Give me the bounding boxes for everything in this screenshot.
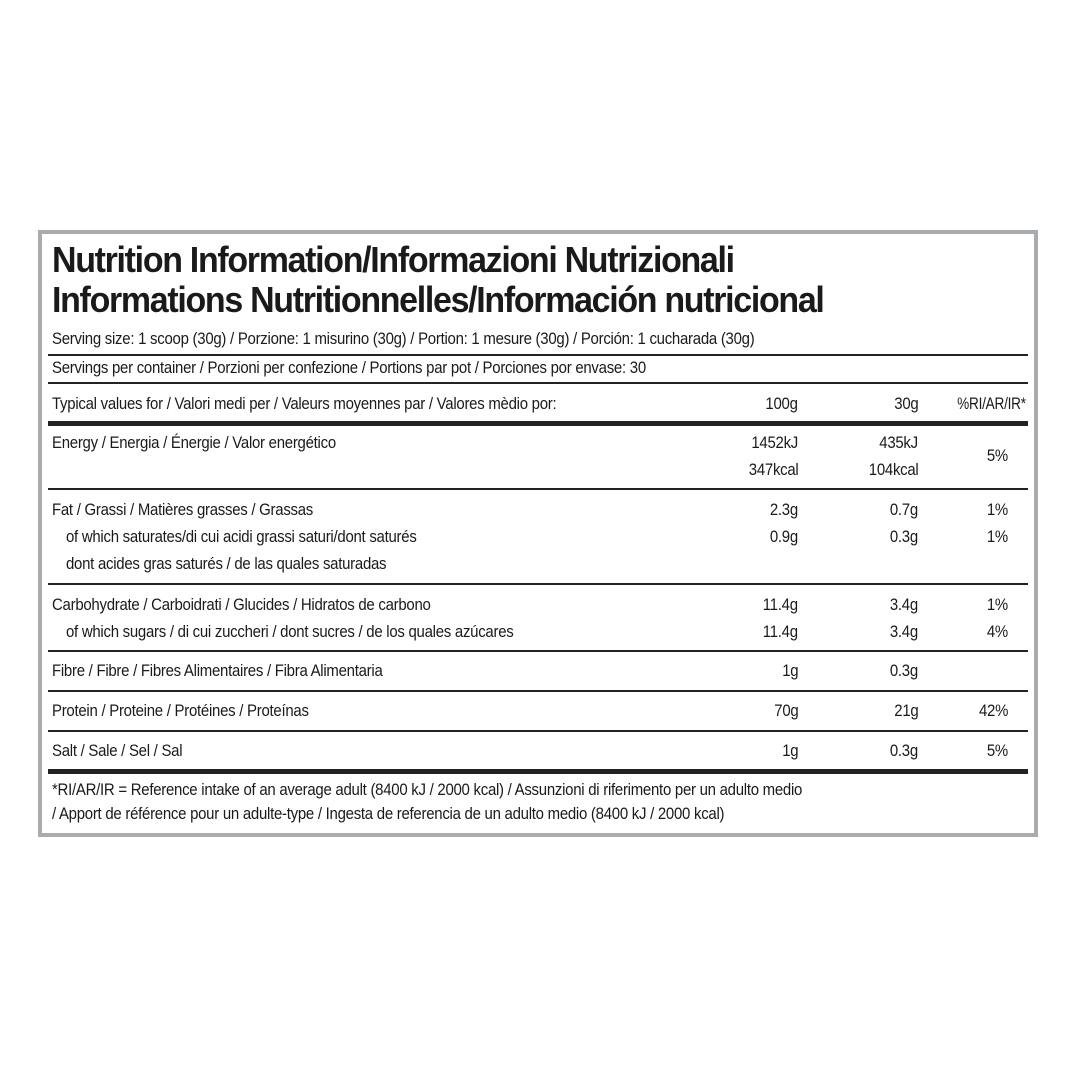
salt-label: Salt / Sale / Sel / Sal — [52, 741, 183, 760]
carbohydrate-label: Carbohydrate / Carboidrati / Glucides / Hidratos de carbono — [52, 595, 431, 614]
energy-kcal-30g: 104kcal — [868, 460, 918, 479]
servings-per-container: Servings per container / Porzioni per confezione / Portions par pot / Porciones por envase: 30 — [52, 358, 646, 377]
fat-30g: 0.7g — [889, 500, 918, 519]
carbohydrate-30g: 3.4g — [889, 595, 918, 614]
saturates-100g: 0.9g — [769, 527, 798, 546]
fat-label: Fat / Grassi / Matières grasses / Grassas — [52, 500, 314, 519]
divider — [48, 354, 1028, 356]
header-100g: 100g — [765, 394, 798, 413]
divider — [48, 382, 1028, 384]
saturates-label-line-2: dont acides gras saturés / de las quales saturadas — [66, 554, 387, 573]
fibre-label: Fibre / Fibre / Fibres Alimentaires / Fibra Alimentaria — [52, 661, 383, 680]
divider — [48, 730, 1028, 732]
divider — [48, 583, 1028, 585]
energy-kj-100g: 1452kJ — [751, 433, 798, 452]
nutrition-table — [48, 234, 1028, 833]
energy-kj-30g: 435kJ — [879, 433, 918, 452]
protein-30g: 21g — [893, 701, 918, 720]
carbohydrate-ri: 1% — [986, 595, 1008, 614]
protein-ri: 42% — [978, 701, 1008, 720]
divider — [48, 650, 1028, 652]
salt-30g: 0.3g — [889, 741, 918, 760]
fat-ri: 1% — [986, 500, 1008, 519]
title-line-2: Informations Nutritionnelles/Información nutricional — [52, 279, 824, 320]
protein-label: Protein / Proteine / Protéines / Proteínas — [52, 701, 309, 720]
fibre-30g: 0.3g — [889, 661, 918, 680]
saturates-label-line-1: of which saturates/di cui acidi grassi saturi/dont saturés — [66, 527, 417, 546]
sugars-100g: 11.4g — [762, 622, 798, 641]
salt-ri: 5% — [986, 741, 1008, 760]
title-line-1: Nutrition Information/Informazioni Nutrizionali — [52, 239, 734, 280]
nutrition-label-panel — [38, 230, 1038, 837]
footnote-line-2: / Apport de référence pour un adulte-type / Ingesta de referencia de un adulto medio (8400 kJ / 2000 kcal) — [52, 804, 725, 823]
header-30g: 30g — [893, 394, 918, 413]
header-label: Typical values for / Valori medi per / Valeurs moyennes par / Valores mèdio por: — [52, 394, 557, 413]
energy-label: Energy / Energia / Énergie / Valor energético — [52, 433, 336, 452]
divider — [48, 690, 1028, 692]
salt-100g: 1g — [781, 741, 798, 760]
saturates-30g: 0.3g — [889, 527, 918, 546]
protein-100g: 70g — [773, 701, 798, 720]
fibre-100g: 1g — [781, 661, 798, 680]
serving-size: Serving size: 1 scoop (30g) / Porzione: 1 misurino (30g) / Portion: 1 mesure (30g) / Porción: 1 cucharada (30g) — [52, 329, 755, 348]
fat-100g: 2.3g — [769, 500, 798, 519]
saturates-ri: 1% — [986, 527, 1008, 546]
footnote-line-1: *RI/AR/IR = Reference intake of an average adult (8400 kJ / 2000 kcal) / Assunzioni di riferimento per un adulto medio — [52, 780, 803, 799]
energy-ri: 5% — [986, 446, 1008, 465]
footer-divider-thick — [48, 769, 1028, 774]
header-ri: %RI/AR/IR* — [957, 394, 1026, 413]
sugars-label: of which sugars / di cui zuccheri / dont sucres / de los quales azúcares — [66, 622, 514, 641]
header-divider-thick — [48, 421, 1028, 426]
carbohydrate-100g: 11.4g — [762, 595, 798, 614]
sugars-30g: 3.4g — [889, 622, 918, 641]
divider — [48, 488, 1028, 490]
energy-kcal-100g: 347kcal — [748, 460, 798, 479]
sugars-ri: 4% — [986, 622, 1008, 641]
